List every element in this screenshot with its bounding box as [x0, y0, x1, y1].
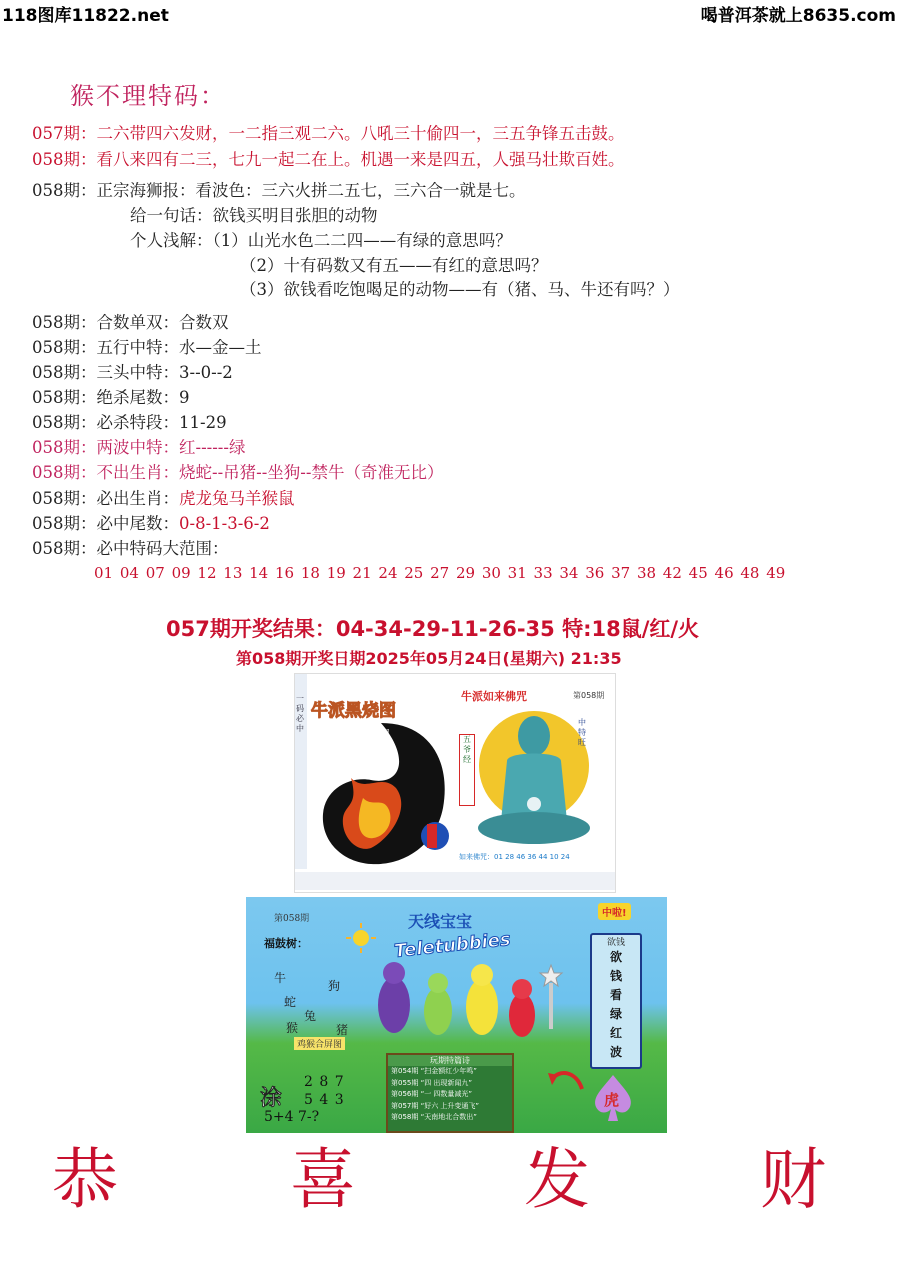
- footer-char-1: 恭: [52, 1141, 118, 1218]
- hit-badge: 中啦!: [598, 903, 631, 920]
- verse-058: 058期：看八来四有二三，七九一起二在上。机遇一来是四五，人强马壮欺百姓。: [32, 150, 625, 169]
- animal-label: 狗: [328, 979, 341, 993]
- panel2-title: 天线宝宝: [408, 912, 473, 931]
- panel-issue: 第058期: [573, 691, 605, 700]
- panel2-period: 第058期: [274, 914, 310, 924]
- right-panel: [455, 674, 613, 869]
- verse-057: 057期：二六带四六发财，一二指三观二六。八吼三十偷四一，三五争锋五击鼓。: [32, 124, 625, 143]
- ticket-label: 鸡猴合屏图: [294, 1037, 345, 1050]
- buddha-numbers: 如来佛咒：01 28 46 36 44 10 24: [459, 853, 570, 861]
- panel2-subtitle: Teletubbies: [393, 928, 512, 963]
- math-puzzle-line: 5+4 7-?: [264, 1109, 320, 1125]
- teletubbies-art: [364, 955, 564, 1047]
- draw-result: 057期开奖结果：04-34-29-11-26-35 特:18鼠/红/火: [166, 617, 700, 641]
- tu-char: 涂: [260, 1086, 283, 1111]
- poem-board: [386, 1053, 514, 1133]
- footer-char-4: 财: [760, 1141, 826, 1218]
- animal-label: 猪: [336, 1023, 349, 1037]
- prediction-row: 058期：必出生肖：虎龙兔马羊猴鼠: [32, 489, 295, 508]
- left-label-box: 五爷经: [459, 734, 475, 806]
- prediction-row: 058期：两波中特：红------绿: [32, 438, 246, 457]
- math-puzzle: 2 8 7 5 4 3: [304, 1074, 345, 1108]
- prediction-row: 058期：三头中特：3--0--2: [32, 363, 233, 382]
- site-left-link[interactable]: 118图库11822.net: [2, 6, 169, 26]
- prediction-row: 058期：合数单双：合数双: [32, 313, 229, 332]
- hint-line: 058期：正宗海狮报：看波色：三六火拼二五七，三六合一就是七。: [32, 181, 526, 200]
- site-right-link[interactable]: 喝普洱茶就上8635.com: [700, 6, 896, 26]
- range-numbers: 01 04 07 09 12 13 14 16 18 19 21 24 25 27 29 30 31 33 34 36 37 38 42 45 46 48 49: [94, 564, 786, 582]
- board-lines: 第054期 “扫金额红少年鸣” 第055期 “四 出现新闻九” 第056期 “一 四数量减光” 第057期 “好六 上升变通飞” 第058期 “天南地北合数出”: [391, 1067, 480, 1121]
- draw-date: 第058期开奖日期2025年05月24日(星期六) 21:35: [236, 649, 622, 668]
- arrow-icon: [546, 1065, 586, 1095]
- image-panel-2: [246, 897, 667, 1133]
- prediction-row: 058期：必中特码大范围：: [32, 539, 229, 558]
- panel-left-title: 牛派黑烧图: [311, 701, 396, 721]
- scroll-panel: [590, 933, 642, 1069]
- scroll-head: 欲钱: [606, 938, 625, 948]
- prediction-row: 058期：五行中特：水—金—土: [32, 338, 262, 357]
- panel-period: 第 058 期: [335, 728, 390, 742]
- board-title: 玩期特篇诗: [388, 1055, 512, 1066]
- animal-label: 蛇: [284, 995, 297, 1009]
- analysis-1: 个人浅解：（1）山光水色二二四——有绿的意思吗？: [130, 231, 512, 250]
- windmill-icon: [538, 961, 564, 1031]
- lucky-label: 福鼓树：: [264, 937, 308, 950]
- prediction-row: 058期：不出生肖：烧蛇--吊猪--坐狗--禁牛（奇准无比）: [32, 463, 444, 482]
- sun-icon: [346, 923, 376, 953]
- hint-sentence: 给一句话：欲钱买明目张胆的动物: [130, 206, 378, 225]
- left-panel: [295, 674, 453, 869]
- analysis-3: （3）欲钱看吃饱喝足的动物——有（猪、马、牛还有吗？）: [240, 280, 680, 299]
- animal-label: 猴: [286, 1021, 299, 1035]
- prediction-row: 058期：绝杀尾数：9: [32, 388, 190, 407]
- animal-label: 牛: [274, 971, 287, 985]
- page-title: 猴不理特码：: [70, 82, 226, 110]
- footer-char-2: 喜: [290, 1141, 356, 1218]
- prediction-row: 058期：必中尾数：0-8-1-3-6-2: [32, 514, 270, 533]
- image-panel-1: [294, 673, 616, 893]
- panel-right-title: 牛派如来佛咒: [461, 690, 527, 703]
- right-label-box: 中特旺: [578, 718, 586, 747]
- animal-label: 兔: [304, 1009, 317, 1023]
- side-text: 一码必中: [296, 694, 304, 733]
- analysis-2: （2）十有码数又有五——有红的意思吗？: [240, 256, 548, 275]
- footer-char-3: 发: [524, 1141, 590, 1218]
- prediction-row: 058期：必杀特段：11-29: [32, 413, 227, 432]
- scroll-text: 欲 钱 看 绿 红 波: [609, 950, 622, 1059]
- tiger-char: 虎: [604, 1091, 620, 1109]
